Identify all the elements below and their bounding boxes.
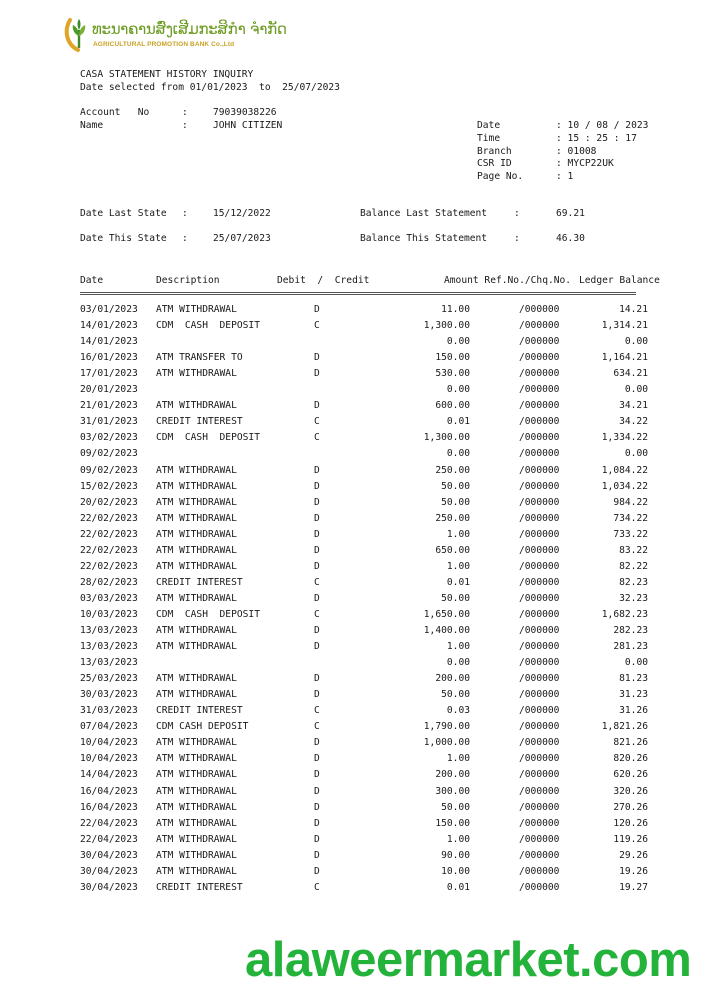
tx-debit-credit: D [314,817,320,829]
tx-date: 03/01/2023 [80,304,138,315]
tx-ledger-balance: 34.22 [619,416,648,428]
tx-amount: 50.00 [441,496,470,508]
tx-ref-no: /000000 [519,576,560,588]
tx-amount: 50.00 [441,801,470,813]
tx-ref-no: /000000 [519,528,560,540]
tx-amount: 1,300.00 [423,432,470,444]
balance-this-sep: : [514,233,520,244]
meta-page-label: Page No. [477,171,524,182]
table-row [0,481,720,497]
tx-debit-credit: D [314,689,320,701]
table-row [0,304,720,320]
tx-date: 22/04/2023 [80,817,138,829]
tx-date: 16/04/2023 [80,785,138,797]
tx-ledger-balance: 19.27 [619,881,648,893]
tx-description: ATM WITHDRAWAL [156,464,237,476]
tx-amount: 50.00 [441,689,470,701]
tx-ledger-balance: 1,034.22 [601,480,648,492]
table-row [0,320,720,336]
tx-ledger-balance: 1,334.22 [601,432,648,444]
tx-ledger-balance: 1,084.22 [601,464,648,476]
tx-description: CDM CASH DEPOSIT [156,721,249,733]
tx-ref-no: /000000 [519,496,560,508]
tx-amount: 530.00 [435,368,470,380]
meta-date-label: Date [477,120,501,131]
tx-date: 20/01/2023 [80,384,138,396]
date-last-sep: : [182,208,188,219]
tx-ledger-balance: 270.26 [613,801,648,813]
tx-amount: 11.00 [441,304,470,315]
tx-ref-no: /000000 [519,705,560,717]
tx-debit-credit: D [314,544,320,556]
tx-ledger-balance: 120.26 [613,817,648,829]
tx-debit-credit: D [314,464,320,476]
tx-ref-no: /000000 [519,785,560,797]
tx-amount: 1.00 [446,753,470,765]
tx-ref-no: /000000 [519,352,560,364]
tx-ledger-balance: 31.23 [619,689,648,701]
tx-ledger-balance: 984.22 [613,496,648,508]
meta-date-value: : 10 / 08 / 2023 [556,120,649,131]
tx-description: ATM WITHDRAWAL [156,304,237,315]
tx-amount: 600.00 [435,400,470,412]
tx-description: ATM WITHDRAWAL [156,689,237,701]
tx-ref-no: /000000 [519,689,560,701]
tx-amount: 150.00 [435,352,470,364]
tx-ref-no: /000000 [519,464,560,476]
tx-debit-credit: C [314,608,320,620]
name-label: Name [80,120,104,131]
tx-ref-no: /000000 [519,416,560,428]
tx-ledger-balance: 620.26 [613,769,648,781]
tx-debit-credit: D [314,849,320,861]
table-row [0,561,720,577]
table-row [0,818,720,834]
tx-ledger-balance: 19.26 [619,865,648,877]
table-row [0,432,720,448]
tx-amount: 0.00 [446,384,470,396]
meta-branch-value: : 01008 [556,146,597,157]
tx-date: 10/03/2023 [80,608,138,620]
tx-debit-credit: D [314,400,320,412]
table-row [0,384,720,400]
tx-amount: 200.00 [435,769,470,781]
tx-amount: 0.03 [446,705,470,717]
tx-date: 13/03/2023 [80,625,138,636]
tx-amount: 50.00 [441,592,470,604]
tx-description: ATM WITHDRAWAL [156,849,237,861]
tx-debit-credit: D [314,512,320,524]
watermark: alaweermarket.com [245,933,692,987]
table-row [0,545,720,561]
tx-date: 21/01/2023 [80,400,138,412]
bank-name-lao: ທະນາຄານສົ່ງເສີມກະສິກຳ ຈຳກັດ [92,20,287,38]
tx-ref-no: /000000 [519,865,560,877]
tx-ref-no: /000000 [519,817,560,829]
meta-branch-label: Branch [477,146,512,157]
tx-description: ATM WITHDRAWAL [156,512,237,524]
tx-date: 22/02/2023 [80,528,138,540]
tx-date: 10/04/2023 [80,737,138,749]
table-row [0,737,720,753]
tx-description: ATM WITHDRAWAL [156,625,237,636]
table-row [0,497,720,513]
tx-debit-credit: D [314,785,320,797]
tx-amount: 1,000.00 [423,737,470,749]
tx-date: 30/03/2023 [80,689,138,701]
tx-ledger-balance: 29.26 [619,849,648,861]
tx-ledger-balance: 1,314.21 [601,320,648,332]
tx-ledger-balance: 733.22 [613,528,648,540]
tx-ref-no: /000000 [519,432,560,444]
tx-ledger-balance: 634.21 [613,368,648,380]
tx-debit-credit: D [314,801,320,813]
tx-description: ATM WITHDRAWAL [156,769,237,781]
name-value: JOHN CITIZEN [213,120,283,131]
account-no-sep: : [182,107,188,118]
tx-amount: 650.00 [435,544,470,556]
tx-amount: 1.00 [446,641,470,653]
tx-description: ATM WITHDRAWAL [156,544,237,556]
tx-amount: 250.00 [435,512,470,524]
tx-amount: 0.00 [446,657,470,669]
tx-amount: 300.00 [435,785,470,797]
tx-amount: 1,790.00 [423,721,470,733]
table-row [0,802,720,818]
tx-ref-no: /000000 [519,673,560,685]
tx-debit-credit: C [314,320,320,332]
tx-date: 16/01/2023 [80,352,138,364]
tx-description: CREDIT INTEREST [156,576,243,588]
tx-date: 14/01/2023 [80,336,138,348]
table-row [0,625,720,641]
tx-ref-no: /000000 [519,384,560,396]
table-row [0,673,720,689]
tx-debit-credit: D [314,352,320,364]
table-row [0,882,720,898]
table-row [0,593,720,609]
table-row [0,513,720,529]
tx-description: ATM WITHDRAWAL [156,753,237,765]
tx-ledger-balance: 734.22 [613,512,648,524]
table-row [0,400,720,416]
tx-ref-no: /000000 [519,368,560,380]
tx-amount: 1,400.00 [423,625,470,636]
tx-debit-credit: D [314,833,320,845]
tx-ref-no: /000000 [519,657,560,669]
tx-ledger-balance: 82.23 [619,576,648,588]
tx-description: ATM WITHDRAWAL [156,801,237,813]
tx-amount: 1,300.00 [423,320,470,332]
tx-date: 31/01/2023 [80,416,138,428]
table-row [0,689,720,705]
tx-ledger-balance: 81.23 [619,673,648,685]
tx-ref-no: /000000 [519,320,560,332]
tx-amount: 150.00 [435,817,470,829]
tx-ledger-balance: 83.22 [619,544,648,556]
tx-date: 14/04/2023 [80,769,138,781]
tx-debit-credit: D [314,480,320,492]
tx-date: 15/02/2023 [80,480,138,492]
table-row [0,529,720,545]
date-last-label: Date Last State [80,208,167,219]
tx-description: CDM CASH DEPOSIT [156,608,260,620]
tx-amount: 1,650.00 [423,608,470,620]
tx-ledger-balance: 82.22 [619,560,648,572]
tx-ref-no: /000000 [519,512,560,524]
tx-amount: 250.00 [435,464,470,476]
tx-ledger-balance: 31.26 [619,705,648,717]
tx-ref-no: /000000 [519,336,560,348]
table-row [0,336,720,352]
tx-debit-credit: D [314,560,320,572]
tx-date: 22/02/2023 [80,544,138,556]
tx-date: 13/03/2023 [80,641,138,653]
table-row [0,834,720,850]
bank-logo [64,14,287,60]
table-row [0,866,720,882]
table-row [0,850,720,866]
tx-amount: 50.00 [441,480,470,492]
table-row [0,368,720,384]
tx-description: CDM CASH DEPOSIT [156,320,260,332]
tx-ledger-balance: 0.00 [624,336,648,348]
table-row [0,609,720,625]
tx-ref-no: /000000 [519,560,560,572]
tx-ref-no: /000000 [519,592,560,604]
tx-description: ATM WITHDRAWAL [156,368,237,380]
statement-title: CASA STATEMENT HISTORY INQUIRY [80,69,254,80]
tx-date: 10/04/2023 [80,753,138,765]
tx-amount: 0.00 [446,336,470,348]
tx-date: 13/03/2023 [80,657,138,669]
tx-description: ATM WITHDRAWAL [156,833,237,845]
tx-debit-credit: D [314,368,320,380]
table-row [0,577,720,593]
meta-page-value: : 1 [556,171,574,182]
tx-description: ATM WITHDRAWAL [156,528,237,540]
tx-amount: 1.00 [446,833,470,845]
tx-description: ATM WITHDRAWAL [156,785,237,797]
tx-ref-no: /000000 [519,448,560,460]
tx-description: ATM WITHDRAWAL [156,592,237,604]
balance-last-label: Balance Last Statement [360,208,488,219]
tx-amount: 1.00 [446,528,470,540]
tx-ledger-balance: 282.23 [613,625,648,636]
table-row [0,465,720,481]
tx-date: 16/04/2023 [80,801,138,813]
tx-ledger-balance: 1,164.21 [601,352,648,364]
tx-debit-credit: D [314,625,320,636]
tx-date: 30/04/2023 [80,865,138,877]
account-no-label: Account No [80,107,150,118]
date-range: Date selected from 01/01/2023 to 25/07/2023 [80,82,340,93]
tx-debit-credit: D [314,528,320,540]
tx-date: 17/01/2023 [80,368,138,380]
tx-debit-credit: C [314,432,320,444]
account-no-value: 79039038226 [213,107,277,118]
tx-description: ATM WITHDRAWAL [156,673,237,685]
tx-ledger-balance: 1,821.26 [601,721,648,733]
table-row [0,657,720,673]
tx-amount: 200.00 [435,673,470,685]
tx-date: 07/04/2023 [80,721,138,733]
tx-ref-no: /000000 [519,881,560,893]
tx-amount: 1.00 [446,560,470,572]
meta-csr-value: : MYCP22UK [556,158,614,169]
tx-ledger-balance: 820.26 [613,753,648,765]
tx-debit-credit: D [314,496,320,508]
tx-ledger-balance: 1,682.23 [601,608,648,620]
tx-amount: 0.01 [446,576,470,588]
tx-description: CREDIT INTEREST [156,705,243,717]
tx-description: ATM WITHDRAWAL [156,400,237,412]
bank-name-english: AGRICULTURAL PROMOTION BANK Co.,Ltd [93,41,235,48]
tx-debit-credit: D [314,673,320,685]
tx-ledger-balance: 281.23 [613,641,648,653]
tx-date: 20/02/2023 [80,496,138,508]
tx-description: ATM WITHDRAWAL [156,480,237,492]
meta-csr-label: CSR ID [477,158,512,169]
tx-description: CREDIT INTEREST [156,881,243,893]
tx-debit-credit: D [314,304,320,315]
tx-date: 14/01/2023 [80,320,138,332]
tx-ledger-balance: 0.00 [624,657,648,669]
tx-description: CREDIT INTEREST [156,416,243,428]
table-row [0,641,720,657]
tx-date: 30/04/2023 [80,849,138,861]
wheat-sprout-icon [64,14,94,58]
tx-debit-credit: D [314,592,320,604]
col-header-date: Date [80,275,104,286]
tx-ledger-balance: 0.00 [624,384,648,396]
tx-ref-no: /000000 [519,400,560,412]
tx-date: 22/04/2023 [80,833,138,845]
tx-description: ATM TRANSFER TO [156,352,243,364]
tx-date: 09/02/2023 [80,464,138,476]
tx-date: 03/03/2023 [80,592,138,604]
tx-ref-no: /000000 [519,849,560,861]
tx-description: ATM WITHDRAWAL [156,641,237,653]
tx-ref-no: /000000 [519,641,560,653]
tx-debit-credit: C [314,416,320,428]
tx-ref-no: /000000 [519,304,560,315]
tx-ref-no: /000000 [519,769,560,781]
tx-date: 22/02/2023 [80,560,138,572]
tx-date: 03/02/2023 [80,432,138,444]
table-row [0,721,720,737]
col-header-description: Description [156,275,220,286]
tx-ref-no: /000000 [519,625,560,636]
tx-ledger-balance: 34.21 [619,400,648,412]
tx-debit-credit: D [314,753,320,765]
tx-amount: 10.00 [441,865,470,877]
balance-this-value: 46.30 [556,233,585,244]
tx-ledger-balance: 119.26 [613,833,648,845]
date-this-sep: : [182,233,188,244]
tx-description: ATM WITHDRAWAL [156,496,237,508]
header-divider [80,292,636,295]
tx-description: ATM WITHDRAWAL [156,865,237,877]
col-header-debit-credit: Debit / Credit [277,275,370,286]
tx-debit-credit: C [314,721,320,733]
tx-ref-no: /000000 [519,737,560,749]
tx-ledger-balance: 320.26 [613,785,648,797]
tx-ref-no: /000000 [519,608,560,620]
tx-amount: 90.00 [441,849,470,861]
tx-debit-credit: D [314,769,320,781]
tx-debit-credit: D [314,641,320,653]
tx-ledger-balance: 821.26 [613,737,648,749]
date-this-value: 25/07/2023 [213,233,271,244]
tx-date: 28/02/2023 [80,576,138,588]
tx-debit-credit: C [314,705,320,717]
tx-debit-credit: D [314,737,320,749]
table-row [0,352,720,368]
tx-ref-no: /000000 [519,833,560,845]
balance-this-label: Balance This Statement [360,233,488,244]
col-header-ledger-balance: Ledger Balance [579,275,660,286]
tx-debit-credit: C [314,576,320,588]
table-row [0,769,720,785]
tx-date: 22/02/2023 [80,512,138,524]
tx-debit-credit: C [314,881,320,893]
tx-description: ATM WITHDRAWAL [156,560,237,572]
name-sep: : [182,120,188,131]
tx-ledger-balance: 32.23 [619,592,648,604]
tx-ref-no: /000000 [519,480,560,492]
date-last-value: 15/12/2022 [213,208,271,219]
meta-time-value: : 15 : 25 : 17 [556,133,637,144]
tx-description: CDM CASH DEPOSIT [156,432,260,444]
tx-description: ATM WITHDRAWAL [156,817,237,829]
tx-date: 30/04/2023 [80,881,138,893]
tx-ref-no: /000000 [519,544,560,556]
tx-date: 25/03/2023 [80,673,138,685]
tx-description: ATM WITHDRAWAL [156,737,237,749]
tx-ref-no: /000000 [519,753,560,765]
tx-date: 31/03/2023 [80,705,138,717]
tx-debit-credit: D [314,865,320,877]
tx-date: 09/02/2023 [80,448,138,460]
tx-amount: 0.00 [446,448,470,460]
tx-ref-no: /000000 [519,801,560,813]
table-row [0,753,720,769]
balance-last-value: 69.21 [556,208,585,219]
tx-ledger-balance: 14.21 [619,304,648,315]
table-row [0,448,720,464]
date-this-label: Date This State [80,233,167,244]
tx-ledger-balance: 0.00 [624,448,648,460]
col-header-amount-ref: Amount Ref.No./Chq.No. [444,275,572,286]
tx-amount: 0.01 [446,416,470,428]
tx-amount: 0.01 [446,881,470,893]
table-row [0,705,720,721]
balance-last-sep: : [514,208,520,219]
table-row [0,416,720,432]
tx-ref-no: /000000 [519,721,560,733]
table-row [0,786,720,802]
meta-time-label: Time [477,133,501,144]
